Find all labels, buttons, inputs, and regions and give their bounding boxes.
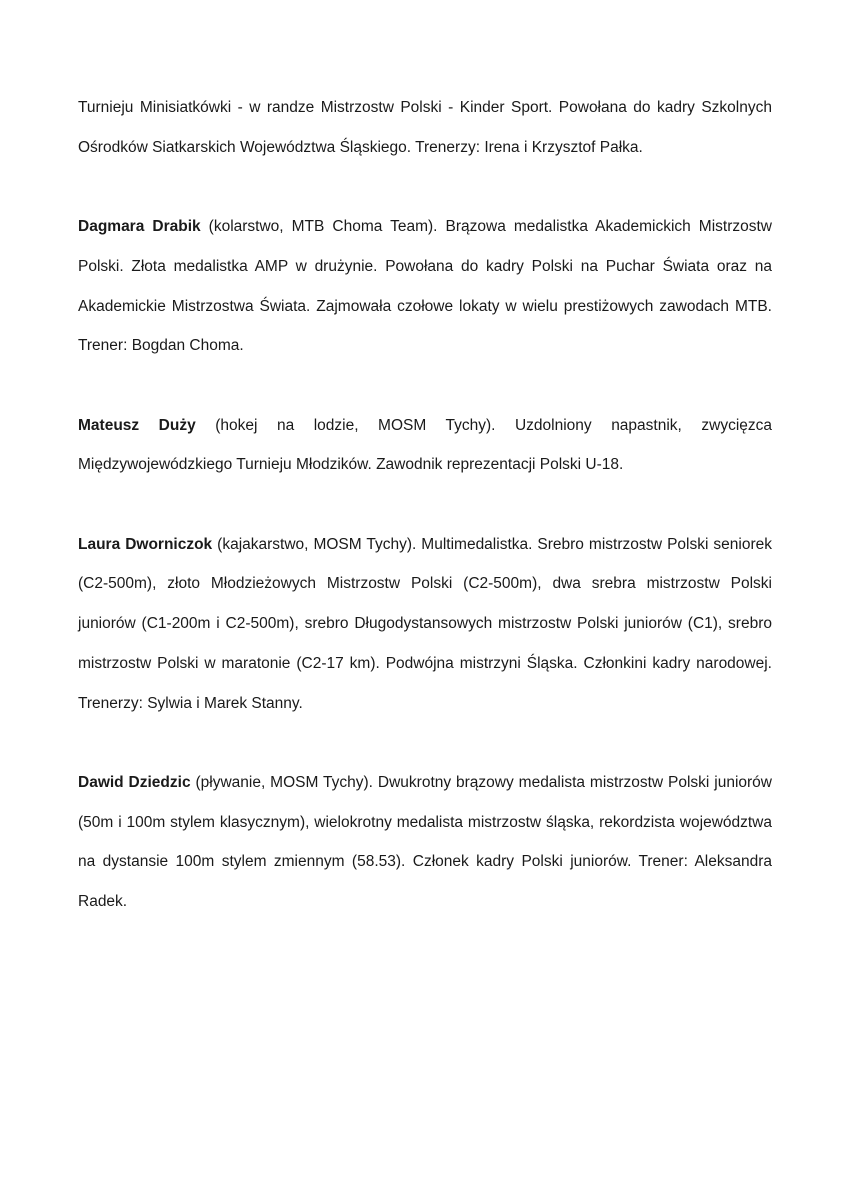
paragraph-text: (kajakarstwo, MOSM Tychy). Multimedalistka. Srebro mistrzostw Polski seniorek (C2-500m), złoto Młodzieżowych Mistrzostw Polski (C2-500m), dwa srebra mistrzostw Polski juniorów (C1-200m i C2-500m), srebro Długodystansowych mistrzostw Polski juniorów (C1), srebro mistrzostw Polski w maratonie (C2-17 km). Podwójna mistrzyni Śląska. Członkini kadry narodowej. Trenerzy: Sylwia i Marek Stanny. — [78, 535, 773, 712]
paragraph-dawid-dziedzic — [78, 763, 772, 922]
athlete-name: Laura Dworniczok — [78, 535, 213, 553]
athlete-name: Dagmara Drabik — [78, 218, 201, 236]
paragraph-continuation — [78, 88, 772, 167]
paragraph-text: (hokej na lodzie, MOSM Tychy). Uzdolniony napastnik, zwycięzca Międzywojewódzkiego Turnieju Młodzików. Zawodnik reprezentacji Polski U-18. — [78, 416, 772, 474]
athlete-name: Dawid Dziedzic — [78, 773, 191, 791]
athlete-name: Mateusz Duży — [78, 416, 196, 434]
paragraph-text: Turnieju Minisiatkówki - w randze Mistrzostw Polski - Kinder Sport. Powołana do kadry Szkolnych Ośrodków Siatkarskich Województwa Śląskiego. Trenerzy: Irena i Krzysztof Pałka. — [78, 99, 772, 156]
paragraph-laura-dworniczok — [78, 525, 772, 724]
paragraph-dagmara-drabik — [78, 207, 772, 366]
paragraph-text: (pływanie, MOSM Tychy). Dwukrotny brązowy medalista mistrzostw Polski juniorów (50m i 100m stylem klasycznym), wielokrotny medalista mistrzostw śląska, rekordzista województwa na dystansie 100m stylem zmiennym (58.53). Członek kadry Polski juniorów. Trener: Aleksandra Radek. — [78, 773, 772, 910]
paragraph-mateusz-duzy — [78, 406, 772, 485]
document-page — [78, 88, 772, 922]
paragraph-text: (kolarstwo, MTB Choma Team). Brązowa medalistka Akademickich Mistrzostw Polski. Złota medalistka AMP w drużynie. Powołana do kadry Polski na Puchar Świata oraz na Akademickie Mistrzostwa Świata. Zajmowała czołowe lokaty w wielu prestiżowych zawodach MTB. Trener: Bogdan Choma. — [78, 218, 772, 355]
